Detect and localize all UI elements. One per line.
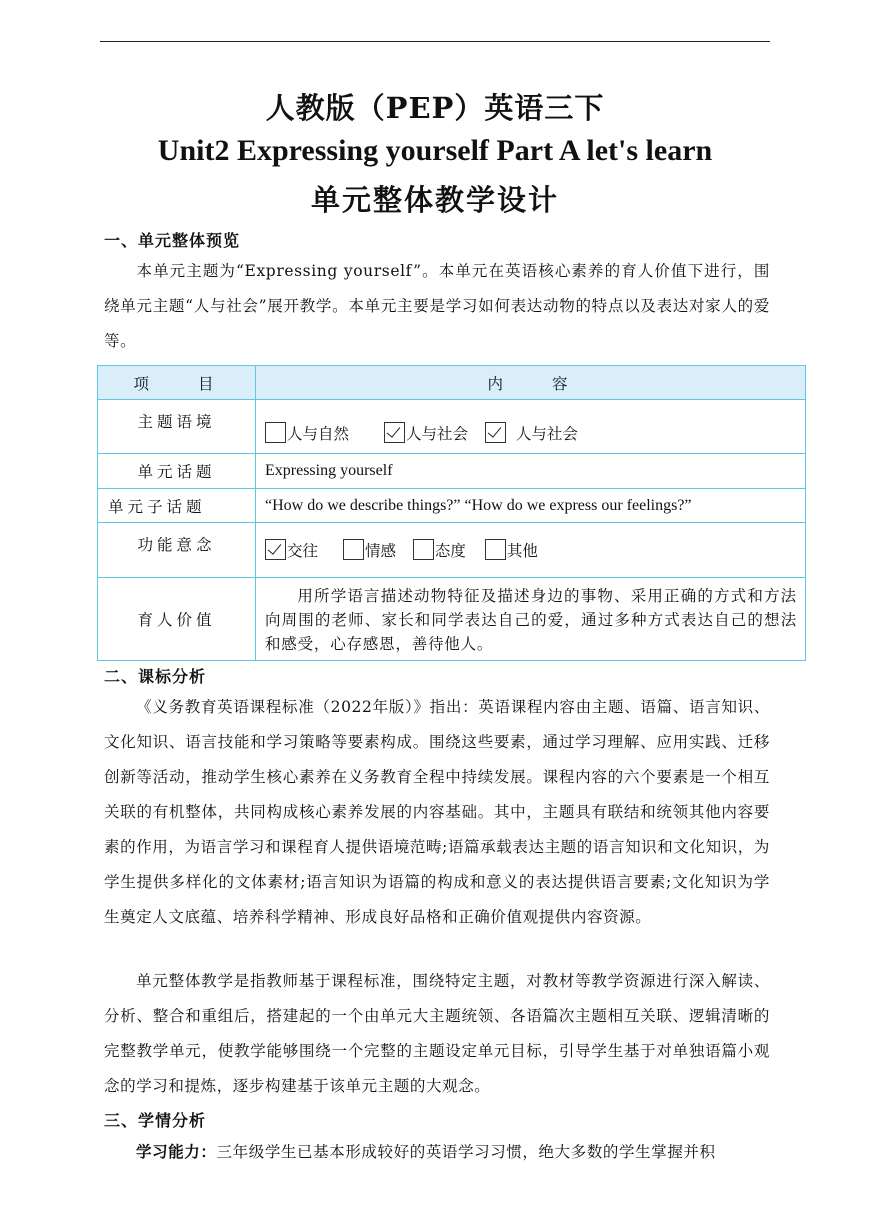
- table-row: [98, 400, 806, 454]
- checkbox-checked-icon[interactable]: [265, 539, 286, 560]
- row-label-theme: 主题语境: [98, 400, 256, 454]
- option-label: 人与社会: [405, 424, 468, 443]
- option-label: 情感: [364, 542, 396, 560]
- unit-topic-value: Expressing yourself: [256, 454, 806, 489]
- function-option-other[interactable]: [485, 539, 538, 561]
- option-label: 交往: [287, 542, 319, 560]
- learning-ability-text: 三年级学生已基本形成较好的英语学习习惯，绝大多数的学生掌握并积: [216, 1143, 716, 1161]
- section-heading-overview: 一、单元整体预览: [104, 231, 241, 250]
- values-text: 用所学语言描述动物特征及描述身边的事物、采用正确的方式和方法向周围的老师、家长和同学表达自己的爱，通过多种方式表达自己的想法和感受，心存感恩，善待他人。: [265, 587, 797, 653]
- checkbox-checked-icon[interactable]: [485, 422, 506, 443]
- checkbox-unchecked-icon[interactable]: [485, 539, 506, 560]
- document-subtitle: Unit2 Expressing yourself Part A let's learn: [157, 134, 713, 167]
- header-content: 内 容: [256, 366, 806, 400]
- subtopic-value: “How do we describe things?” “How do we express our feelings?”: [256, 489, 806, 523]
- standards-text-1: 《义务教育英语课程标准（2022年版）》指出：英语课程内容由主题、语篇、语言知识、文化知识、语言技能和学习策略等要素构成。围绕这些要素，通过学习理解、应用实践、迁移创新等活动，推动学生核心素养在义务教育全程中持续发展。课程内容的六个要素是一个相互关联的有机整体，共同构成核心素养发展的内容基础。其中，主题具有联结和统领其他内容要素的作用，为语言学习和课程育人提供语境范畴;语篇承载表达主题的语言知识和文化知识，为学生提供多样化的文体素材;语言知识为语篇的构成和意义的表达提供语言要素;文化知识为学生奠定人文底蕴、培养科学精神、形成良好品格和正确价值观提供内容资源。: [104, 698, 770, 926]
- header-item: 项 目: [98, 366, 256, 400]
- checkbox-unchecked-icon[interactable]: [413, 539, 434, 560]
- document-title: 人教版（PEP）英语三下: [265, 91, 605, 125]
- document-subtitle-2: 单元整体教学设计: [310, 183, 559, 217]
- table-header-row: [98, 366, 806, 400]
- section-heading-learners: 三、学情分析: [104, 1111, 207, 1130]
- option-label: 人与社会: [515, 424, 578, 443]
- function-options: [256, 523, 806, 578]
- overview-table: [97, 365, 806, 661]
- function-option-attitude[interactable]: [413, 539, 466, 561]
- checkbox-unchecked-icon[interactable]: [265, 422, 286, 443]
- row-label-function: 功能意念: [98, 523, 256, 578]
- theme-option-society-2[interactable]: [485, 422, 578, 444]
- standards-paragraph-1: [104, 690, 770, 935]
- checkbox-checked-icon[interactable]: [384, 422, 405, 443]
- row-label-values: 育人价值: [98, 578, 256, 661]
- learners-paragraph: [104, 1134, 770, 1170]
- section-heading-standards: 二、课标分析: [104, 667, 207, 686]
- row-label-subtopic: 单元子话题: [98, 489, 256, 523]
- function-option-communication[interactable]: [265, 539, 318, 561]
- table-row: [98, 523, 806, 578]
- standards-paragraph-2: [104, 964, 770, 1104]
- overview-text: 本单元主题为“Expressing yourself”。本单元在英语核心素养的育人价值下进行，围绕单元主题“人与社会”展开教学。本单元主要是学习如何表达动物的特点以及表达对家人的爱等。: [104, 262, 770, 350]
- theme-option-society[interactable]: [384, 422, 468, 444]
- option-label: 态度: [434, 542, 466, 560]
- table-row: [98, 578, 806, 661]
- values-cell: [256, 578, 806, 661]
- row-label-topic: 单元话题: [98, 454, 256, 489]
- standards-text-2: 单元整体教学是指教师基于课程标准，围绕特定主题，对教材等教学资源进行深入解读、分析、整合和重组后，搭建起的一个由单元大主题统领、各语篇次主题相互关联、逻辑清晰的完整教学单元，使教学能够围绕一个完整的主题设定单元目标，引导学生基于对单独语篇小观念的学习和提炼，逐步构建基于该单元主题的大观念。: [104, 972, 770, 1095]
- header-rule: [100, 41, 770, 42]
- theme-option-nature[interactable]: [265, 422, 349, 444]
- checkbox-unchecked-icon[interactable]: [343, 539, 364, 560]
- option-label: 其他: [506, 542, 538, 560]
- theme-options: [256, 400, 806, 454]
- learning-ability-label: 学习能力：: [136, 1142, 217, 1161]
- function-option-emotion[interactable]: [343, 539, 396, 561]
- overview-paragraph: [104, 254, 770, 359]
- table-row: [98, 489, 806, 523]
- option-label: 人与自然: [287, 424, 350, 443]
- table-row: [98, 454, 806, 489]
